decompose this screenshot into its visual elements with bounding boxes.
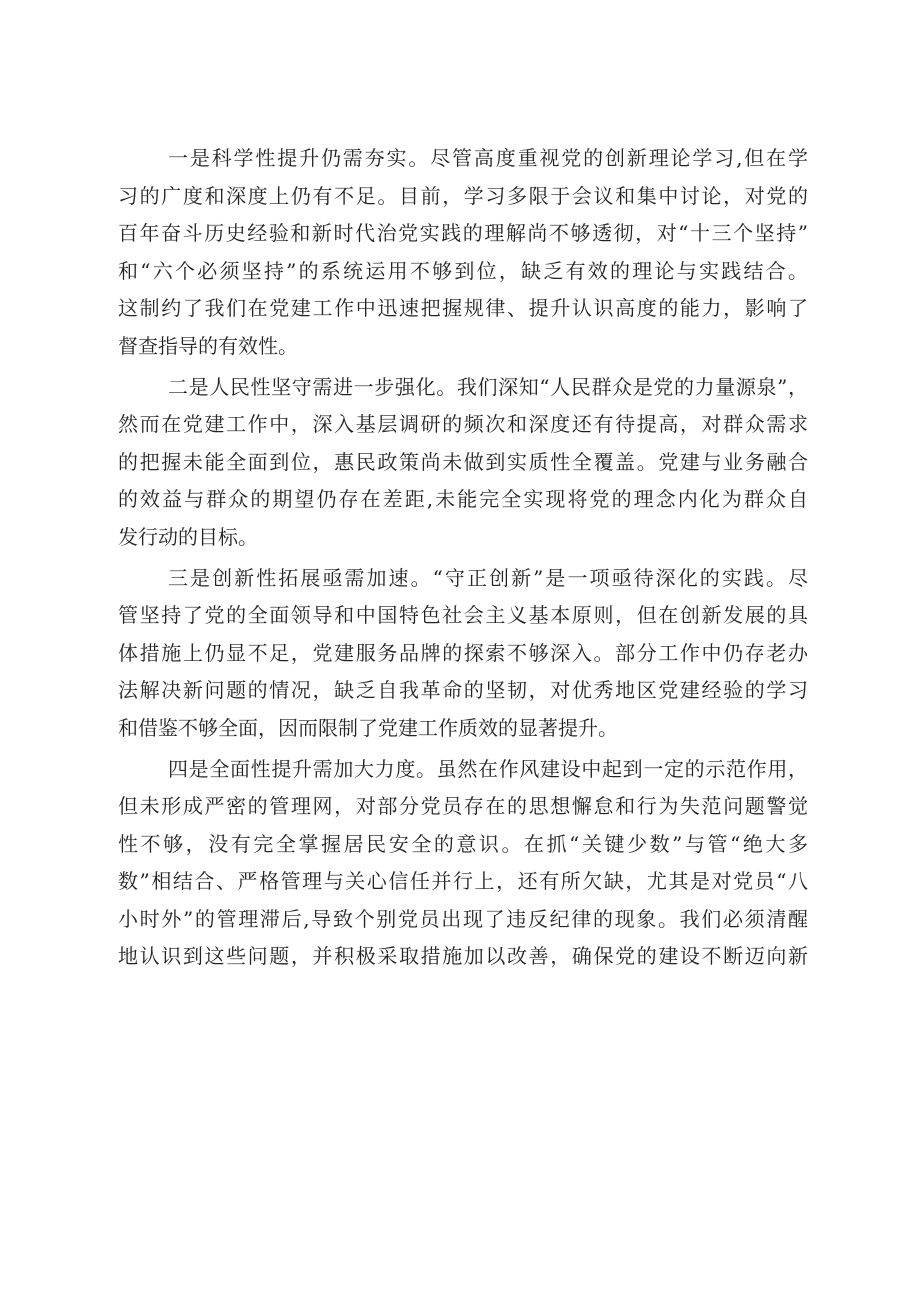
text-line: 性不够，没有完全掌握居民安全的意识。在抓“关键少数”与管“绝大多 [118, 831, 808, 856]
paragraph-innovation [118, 560, 808, 748]
text-line: 二是人民性坚守需进一步强化。我们深知“人民群众是党的力量源泉”， [168, 374, 808, 399]
text-line: 然而在党建工作中，深入基层调研的频次和深度还有待提高，对群众需求 [118, 412, 808, 437]
paragraph-comprehensive [118, 751, 808, 977]
paragraph-people [118, 369, 808, 557]
text-line: 百年奋斗历史经验和新时代治党实践的理解尚不够透彻，对“十三个坚持” [118, 221, 808, 246]
text-line: 体措施上仍显不足，党建服务品牌的探索不够深入。部分工作中仍存老办 [118, 640, 808, 665]
text-line: 的效益与群众的期望仍存在差距,未能完全实现将党的理念内化为群众自 [118, 487, 808, 512]
text-line: 数”相结合、严格管理与关心信任并行上，还有所欠缺，尤其是对党员“八 [118, 869, 808, 894]
text-line: 小时外”的管理滞后,导致个别党员出现了违反纪律的现象。我们必须清醒 [118, 906, 808, 931]
text-line: 管坚持了党的全面领导和中国特色社会主义基本原则，但在创新发展的具 [118, 603, 808, 628]
text-line: 三是创新性拓展亟需加速。“守正创新”是一项亟待深化的实践。尽 [168, 565, 808, 590]
text-line: 和借鉴不够全面，因而限制了党建工作质效的显著提升。 [118, 715, 618, 740]
paragraph-scientific [118, 140, 808, 366]
text-line: 这制约了我们在党建工作中迅速把握规律、提升认识高度的能力，影响了 [118, 296, 808, 321]
text-line: 法解决新问题的情况，缺乏自我革命的坚韧，对优秀地区党建经验的学习 [118, 678, 808, 703]
text-line: 发行动的目标。 [118, 524, 258, 549]
text-line: 四是全面性提升需加大力度。虽然在作风建设中起到一定的示范作用， [168, 756, 808, 781]
text-line: 地认识到这些问题，并积极采取措施加以改善，确保党的建设不断迈向新 [118, 944, 808, 969]
text-line: 和“六个必须坚持”的系统运用不够到位，缺乏有效的理论与实践结合。 [118, 258, 808, 283]
document-body [118, 140, 808, 976]
text-line: 一是科学性提升仍需夯实。尽管高度重视党的创新理论学习,但在学 [168, 146, 808, 170]
text-line: 督查指导的有效性。 [118, 333, 298, 358]
text-line: 习的广度和深度上仍有不足。目前，学习多限于会议和集中讨论，对党的 [118, 183, 808, 208]
text-line: 但未形成严密的管理网，对部分党员存在的思想懈怠和行为失范问题警觉 [118, 794, 808, 819]
text-line: 的把握未能全面到位，惠民政策尚未做到实质性全覆盖。党建与业务融合 [118, 449, 808, 474]
